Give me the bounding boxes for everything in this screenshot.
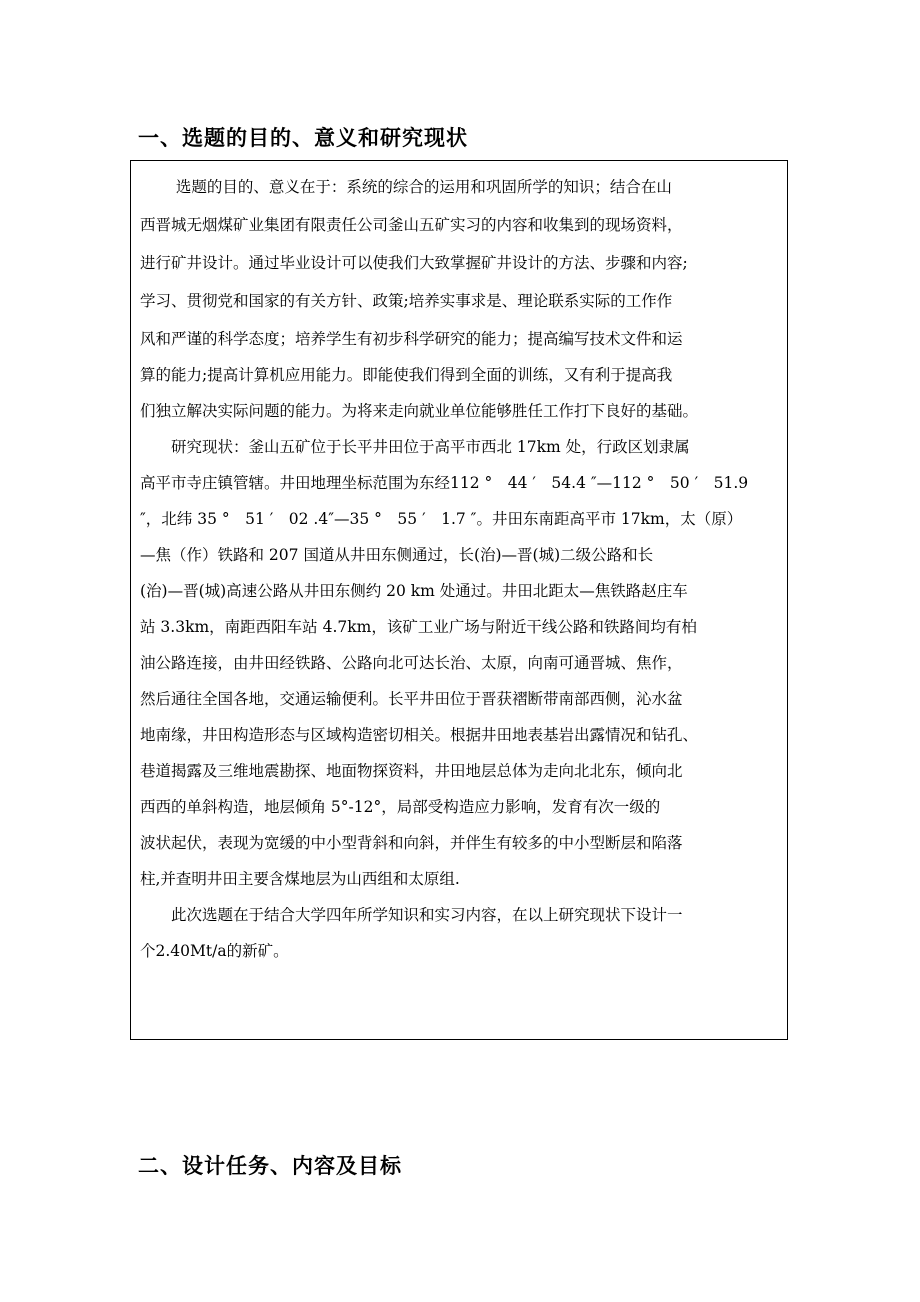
- text-line: 们独立解决实际问题的能力。为将来走向就业单位能够胜任工作打下良好的基础。: [140, 402, 699, 420]
- text-line: 研究现状：釜山五矿位于长平井田位于高平市西北 17km 处，行政区划隶属: [140, 438, 690, 456]
- text-line: 巷道揭露及三维地震勘探、地面物探资料，井田地层总体为走向北北东，倾向北: [140, 762, 683, 780]
- text-line: 西晋城无烟煤矿业集团有限责任公司釜山五矿实习的内容和收集到的现场资料，: [140, 216, 683, 234]
- text-line: 站 3.3km，南距西阳车站 4.7km，该矿工业广场与附近干线公路和铁路间均有柏: [140, 618, 697, 636]
- text-line: 柱,并查明井田主要含煤地层为山西组和太原组.: [140, 870, 460, 888]
- text-line: 算的能力;提高计算机应用能力。即能使我们得到全面的训练，又有利于提高我: [140, 366, 673, 384]
- text-line: 地南缘，井田构造形态与区域构造密切相关。根据井田地表基岩出露情况和钻孔、: [140, 726, 699, 744]
- section-1-title: 一、选题的目的、意义和研究现状: [138, 126, 468, 150]
- text-line: 此次选题在于结合大学四年所学知识和实习内容，在以上研究现状下设计一: [140, 906, 683, 924]
- text-line: —焦（作）铁路和 207 国道从井田东侧通过，长(治)—晋(城)二级公路和长: [140, 546, 654, 564]
- section-2-title: 二、设计任务、内容及目标: [138, 1154, 402, 1178]
- text-line: 西西的单斜构造，地层倾角 5°-12°，局部受构造应力影响，发育有次一级的: [140, 798, 661, 816]
- text-line: 波状起伏，表现为宽缓的中小型背斜和向斜，并伴生有较多的中小型断层和陷落: [140, 834, 683, 852]
- text-line: 高平市寺庄镇管辖。井田地理坐标范围为东经112 ° 44 ′ 54.4 ″—112 ° 50 ′ 51.9: [140, 474, 749, 492]
- text-line: 然后通往全国各地，交通运输便利。长平井田位于晋获褶断带南部西侧，沁水盆: [140, 690, 683, 708]
- text-line: ″，北纬 35 ° 51 ′ 02 .4″—35 ° 55 ′ 1.7 ″。井田东南距高平市 17km，太（原）: [140, 510, 743, 528]
- text-line: 油公路连接，由井田经铁路、公路向北可达长治、太原，向南可通晋城、焦作，: [140, 654, 683, 672]
- text-line: (治)—晋(城)高速公路从井田东侧约 20 km 处通过。井田北距太—焦铁路赵庄车: [140, 582, 688, 600]
- text-line: 进行矿井设计。通过毕业设计可以使我们大致掌握矿井设计的方法、步骤和内容;: [140, 254, 688, 272]
- text-line: 个2.40Mt/a的新矿。: [140, 942, 289, 960]
- text-line: 学习、贯彻党和国家的有关方针、政策;培养实事求是、理论联系实际的工作作: [140, 292, 673, 310]
- text-line: 选题的目的、意义在于：系统的综合的运用和巩固所学的知识；结合在山: [140, 178, 672, 196]
- text-line: 风和严谨的科学态度；培养学生有初步科学研究的能力；提高编写技术文件和运: [140, 330, 683, 348]
